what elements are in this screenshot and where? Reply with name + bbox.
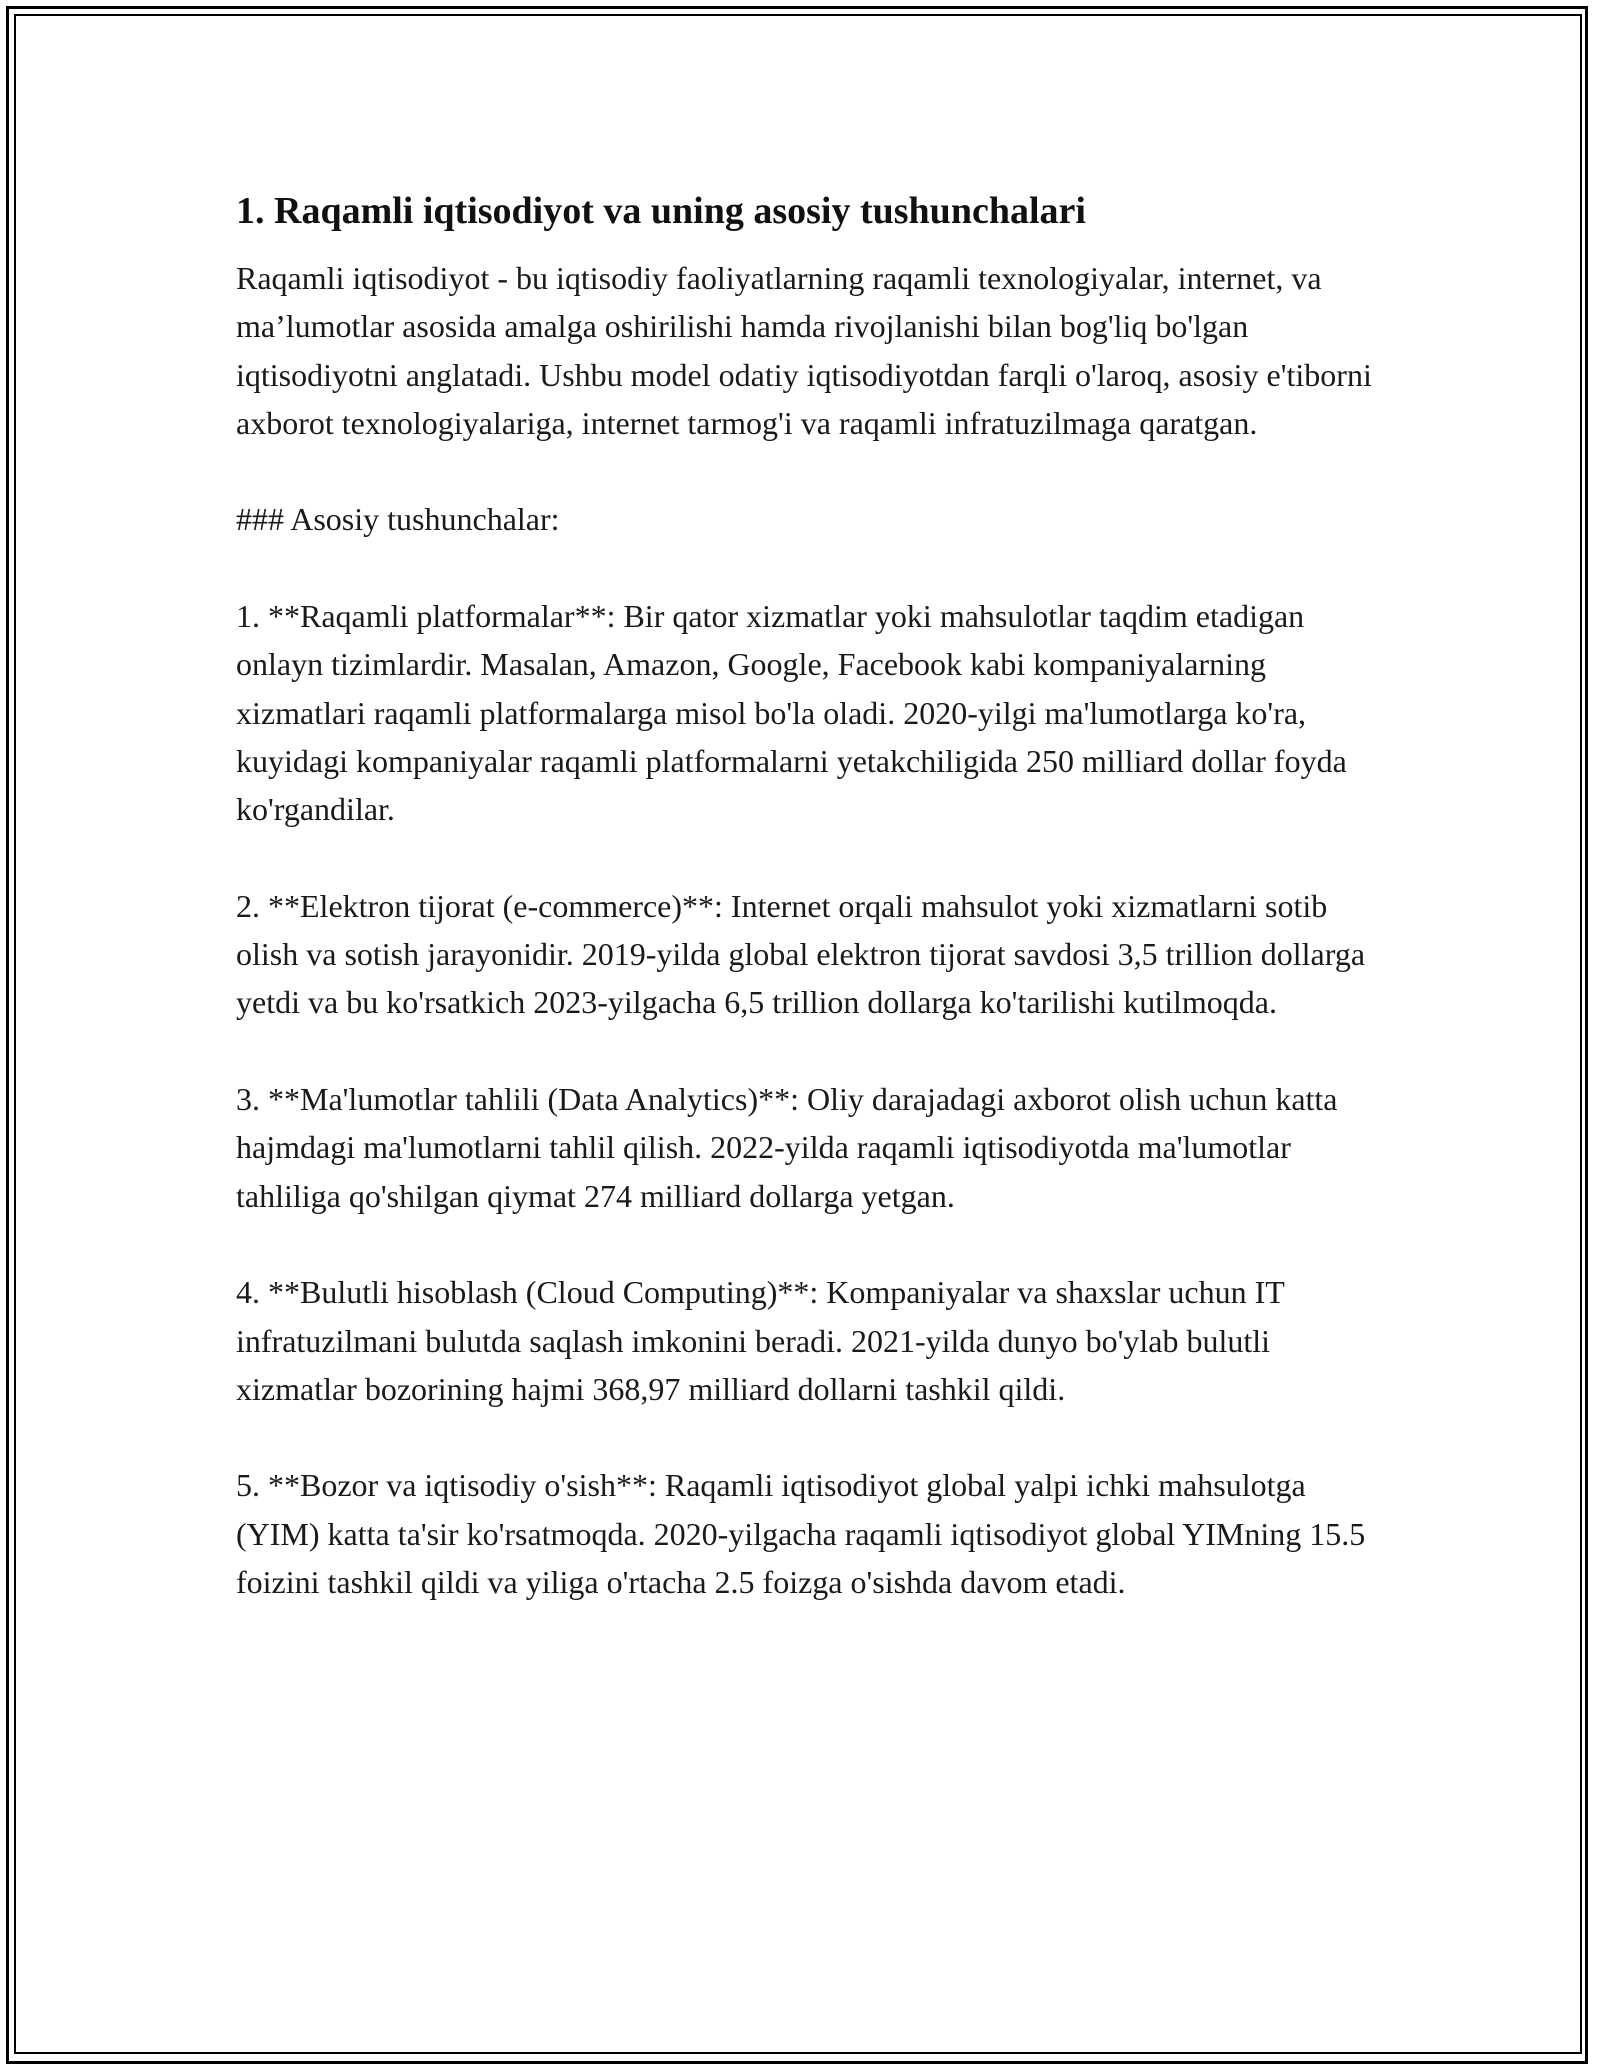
section-heading: 1. Raqamli iqtisodiyot va uning asosiy tushunchalari [236, 190, 1086, 232]
document-body [236, 186, 1376, 1655]
intro-paragraph: Raqamli iqtisodiyot - bu iqtisodiy faoliyatlarning raqamli texnologiyalar, internet, va ma’lumotlar asosida amalga oshirilishi hamda rivojlanishi bilan bog'liq bo'lgan iqtisodiyotni anglatadi. Ushbu model odatiy iqtisodiyotdan farqli o'laroq, asosiy e'tiborni axborot texnologiyalariga, internet tarmog'i va raqamli infratuzilmaga qaratgan. [236, 260, 1372, 441]
list-item: 5. **Bozor va iqtisodiy o'sish**: Raqamli iqtisodiyot global yalpi ichki mahsulotga (YIM) katta ta'sir ko'rsatmoqda. 2020-yilgacha raqamli iqtisodiyot global YIMning 15.5 foizini tashkil qildi va yiliga o'rtacha 2.5 foizga o'sishda davom etadi. [236, 1467, 1366, 1601]
subsection-heading: ### Asosiy tushunchalar: [236, 501, 560, 538]
list-item: 2. **Elektron tijorat (e-commerce)**: Internet orqali mahsulot yoki xizmatlarni sotib olish va sotish jarayonidir. 2019-yilda global elektron tijorat savdosi 3,5 trillion dollarga yetdi va bu ko'rsatkich 2023-yilgacha 6,5 trillion dollarga ko'tarilishi kutilmoqda. [236, 887, 1366, 1021]
list-item: 1. **Raqamli platformalar**: Bir qator xizmatlar yoki mahsulotlar taqdim etadigan onlayn tizimlardir. Masalan, Amazon, Google, Facebook kabi kompaniyalarning xizmatlari raqamli platformalarga misol bo'la oladi. 2020-yilgi ma'lumotlarga ko'ra, kuyidagi kompaniyalar raqamli platformalarni yetakchiligida 250 milliard dollar foyda ko'rgandilar. [236, 598, 1347, 828]
list-item: 4. **Bulutli hisoblash (Cloud Computing)**: Kompaniyalar va shaxslar uchun IT infratuzilmani bulutda saqlash imkonini beradi. 2021-yilda dunyo bo'ylab bulutli xizmatlar bozorining hajmi 368,97 milliard dollarni tashkil qildi. [236, 1274, 1285, 1407]
list-item: 3. **Ma'lumotlar tahlili (Data Analytics)**: Oliy darajadagi axborot olish uchun katta hajmdagi ma'lumotlarni tahlil qilish. 2022-yilda raqamli iqtisodiyotda ma'lumotlar tahliliga qo'shilgan qiymat 274 milliard dollarga yetgan. [236, 1081, 1338, 1214]
